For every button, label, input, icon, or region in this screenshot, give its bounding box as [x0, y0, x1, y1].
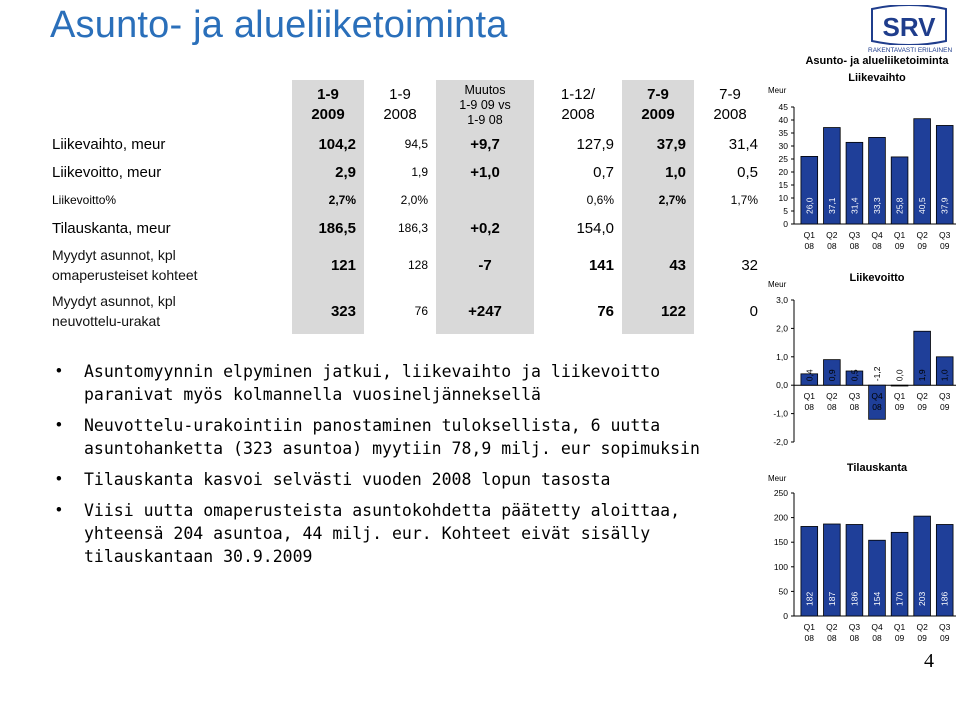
- y-tick-label: 20: [778, 167, 788, 177]
- x-tick-label: Q1: [893, 230, 906, 240]
- bar-value-label: 186: [939, 591, 950, 606]
- x-tick-label: Q2: [916, 391, 928, 402]
- y-tick-label: 45: [778, 102, 788, 112]
- bar-value-label: 1,0: [939, 369, 950, 382]
- row-label: Myydyt asunnot, kpl omaperusteiset kohteet: [52, 247, 198, 283]
- y-tick-label: -1,0: [773, 408, 788, 419]
- table-cell: 2,7%: [622, 186, 694, 214]
- x-tick-label: Q3: [939, 391, 951, 402]
- table-cell: 32: [741, 256, 758, 274]
- x-tick-label: Q4: [871, 230, 883, 240]
- x-tick-label: Q3: [939, 622, 951, 632]
- y-axis-unit: Meur: [768, 86, 787, 95]
- srv-logo-mark: [868, 5, 950, 45]
- table-row: [46, 158, 766, 186]
- table-cell: [622, 214, 694, 242]
- bar-value-label: 186: [849, 591, 860, 606]
- bar-value-label: 170: [894, 591, 905, 606]
- x-tick-label: Q1: [893, 622, 906, 632]
- table-cell: 43: [622, 242, 694, 288]
- x-tick-label: Q1: [803, 230, 815, 240]
- x-tick-label: 09: [917, 241, 927, 251]
- bar-value-label: -1,2: [872, 366, 882, 382]
- table-cell: 94,5: [404, 137, 428, 151]
- x-tick-label: 08: [804, 241, 815, 251]
- table-cell: 76: [414, 304, 428, 318]
- x-tick-label: 09: [939, 633, 950, 643]
- y-tick-label: 250: [773, 488, 788, 498]
- chart-title: Asunto- ja alueliiketoiminta: [805, 55, 949, 67]
- y-tick-label: 0,0: [776, 380, 788, 391]
- bullet-item: • Viisi uutta omaperusteista asuntokohdetta päätetty aloittaa, yhteensä 204 asuntoa, 44 milj. eur. Kohteet eivät sisälly tilauskantaan 30.9.2009: [50, 499, 740, 568]
- bar-value-label: 0,9: [826, 369, 837, 382]
- x-tick-label: 09: [894, 241, 905, 251]
- table-cell: 122: [622, 288, 694, 334]
- x-tick-label: Q1: [803, 391, 815, 402]
- header-cell: 1-12/ 2008: [560, 86, 596, 123]
- table-cell: +247: [436, 288, 534, 334]
- table-cell: 1,9: [411, 165, 428, 179]
- table-header-row: [46, 80, 766, 130]
- bar-value-label: 182: [804, 591, 815, 606]
- y-axis-unit: Meur: [768, 474, 787, 483]
- y-tick-label: 30: [778, 141, 788, 151]
- x-tick-label: Q2: [916, 230, 928, 240]
- table-cell: [436, 186, 534, 214]
- x-tick-label: Q3: [848, 230, 861, 240]
- header-cell: 7-9 2008: [713, 86, 747, 123]
- table-cell: +9,7: [436, 130, 534, 158]
- charts-svg: [760, 50, 960, 710]
- y-tick-label: 25: [778, 154, 788, 164]
- bar-value-label: 25,8: [894, 197, 905, 214]
- header-cell: 7-9 2009: [622, 80, 694, 130]
- x-tick-label: 09: [894, 402, 905, 413]
- table-cell: 0,6%: [586, 193, 614, 207]
- header-cell: 1-9 2009: [292, 80, 364, 130]
- header-cell: Muutos 1-9 09 vs 1-9 08: [436, 80, 534, 130]
- header-cell: 1-9 2008: [383, 86, 417, 123]
- y-tick-label: 3,0: [776, 295, 788, 305]
- table-cell: 2,7%: [292, 186, 364, 214]
- x-tick-label: Q2: [826, 622, 838, 632]
- row-label: Liikevoitto%: [52, 193, 117, 207]
- bar-value-label: 31,4: [849, 197, 860, 214]
- page-number: 4: [924, 650, 934, 672]
- table-cell: 127,9: [576, 135, 614, 153]
- bar-value-label: 187: [826, 591, 837, 606]
- x-tick-label: Q2: [826, 230, 838, 240]
- y-tick-label: 100: [773, 561, 788, 572]
- table-row: [46, 186, 766, 214]
- table-cell: 2,0%: [400, 193, 428, 207]
- bar-value-label: 154: [872, 591, 882, 606]
- chart-subtitle: Liikevaihto: [848, 72, 906, 84]
- bar-value-label: 0,5: [849, 369, 860, 382]
- table-cell: 104,2: [292, 130, 364, 158]
- row-label: Liikevoitto, meur: [52, 163, 162, 181]
- logo-wordmark: SRV: [882, 12, 936, 42]
- x-tick-label: Q1: [803, 622, 815, 632]
- table-cell: 0,5: [737, 163, 758, 181]
- table-cell: 76: [597, 302, 614, 320]
- table-cell: 128: [407, 258, 428, 272]
- bar-value-label: 0,4: [804, 369, 815, 382]
- x-tick-label: Q4: [871, 622, 883, 632]
- table-cell: 0,7: [593, 163, 614, 181]
- x-tick-label: 08: [804, 402, 815, 413]
- table-cell: 154,0: [576, 219, 614, 237]
- row-label: Tilauskanta, meur: [52, 219, 171, 237]
- row-label: Liikevaihto, meur: [52, 135, 166, 153]
- table-cell: +0,2: [436, 214, 534, 242]
- x-tick-label: Q3: [848, 622, 861, 632]
- x-tick-label: 08: [827, 633, 837, 643]
- x-tick-label: 09: [917, 633, 927, 643]
- x-tick-label: Q4: [871, 391, 883, 402]
- x-tick-label: 09: [939, 402, 950, 413]
- y-tick-label: 0: [783, 219, 788, 229]
- y-tick-label: 35: [778, 128, 788, 138]
- table-cell: 141: [588, 256, 614, 274]
- bar-value-label: 37,1: [826, 197, 837, 214]
- bar-value-label: 33,3: [872, 197, 882, 214]
- y-tick-label: 50: [778, 586, 788, 597]
- chart-title: Liikevoitto: [849, 272, 905, 284]
- x-tick-label: 09: [939, 241, 950, 251]
- x-tick-label: 08: [872, 633, 882, 643]
- x-tick-label: Q2: [826, 391, 838, 402]
- table-cell: -7: [436, 242, 534, 288]
- x-tick-label: 08: [804, 633, 815, 643]
- table-cell: 1,0: [622, 158, 694, 186]
- table-cell: 186,3: [397, 221, 428, 235]
- x-tick-label: 08: [827, 241, 837, 251]
- chart-title: Tilauskanta: [846, 462, 908, 474]
- bullet-item: • Tilauskanta kasvoi selvästi vuoden 2008 lopun tasosta: [50, 468, 740, 491]
- x-tick-label: Q1: [893, 391, 906, 402]
- table-cell: 2,9: [292, 158, 364, 186]
- table-row: [46, 288, 766, 334]
- x-tick-label: 08: [849, 402, 860, 413]
- bar-value-label: 26,0: [804, 197, 815, 214]
- bar: [891, 385, 908, 386]
- table-cell: [694, 214, 766, 242]
- x-tick-label: Q3: [939, 230, 951, 240]
- y-tick-label: 200: [773, 512, 788, 523]
- x-tick-label: 09: [917, 402, 927, 413]
- slide-title: Asunto- ja alueliiketoiminta: [50, 4, 508, 46]
- y-tick-label: 15: [778, 180, 788, 190]
- x-tick-label: Q3: [848, 391, 861, 402]
- y-tick-label: 40: [778, 115, 788, 125]
- table-cell: 121: [292, 242, 364, 288]
- y-axis-unit: Meur: [768, 280, 787, 289]
- table-cell: +1,0: [436, 158, 534, 186]
- bar-value-label: 1,9: [917, 369, 928, 382]
- bullet-list: [50, 360, 740, 576]
- bullet-item: • Neuvottelu-urakointiin panostaminen tuloksellista, 6 uutta asuntohanketta (323 asuntoa) myytiin 78,9 milj. eur sopimuksin: [50, 414, 740, 460]
- y-tick-label: 10: [778, 193, 788, 203]
- table-row: [46, 130, 766, 158]
- x-tick-label: 08: [872, 241, 882, 251]
- table-row: [46, 214, 766, 242]
- row-label: Myydyt asunnot, kpl neuvottelu-urakat: [52, 293, 176, 329]
- x-tick-label: 08: [827, 402, 837, 413]
- y-tick-label: 0: [783, 611, 788, 621]
- y-tick-label: 150: [773, 537, 788, 548]
- table-cell: 37,9: [622, 130, 694, 158]
- kpi-table: [46, 80, 766, 334]
- bar-value-label: 203: [917, 591, 928, 606]
- y-tick-label: 5: [783, 206, 788, 216]
- bar-value-label: 40,5: [917, 197, 928, 214]
- y-tick-label: 2,0: [776, 323, 788, 334]
- x-tick-label: 08: [849, 241, 860, 251]
- bar-value-label: 37,9: [939, 197, 950, 214]
- logo-tagline: RAKENTAVASTI ERILAINEN: [868, 47, 953, 54]
- table-cell: 186,5: [292, 214, 364, 242]
- table-cell: 0: [749, 302, 758, 320]
- bar-value-label: 0,0: [894, 369, 905, 382]
- x-tick-label: Q2: [916, 622, 928, 632]
- table-row: [46, 242, 766, 288]
- x-tick-label: 08: [872, 402, 882, 413]
- table-cell: 31,4: [728, 135, 758, 153]
- table-cell: 1,7%: [730, 193, 758, 207]
- y-tick-label: -2,0: [773, 437, 788, 447]
- table-cell: 323: [292, 288, 364, 334]
- x-tick-label: 09: [894, 633, 905, 643]
- x-tick-label: 08: [849, 633, 860, 643]
- y-tick-label: 1,0: [776, 351, 788, 362]
- charts-panel: [760, 50, 960, 710]
- bullet-item: • Asuntomyynnin elpyminen jatkui, liikevaihto ja liikevoitto paranivat myös kolmannella vuosineljänneksellä: [50, 360, 740, 406]
